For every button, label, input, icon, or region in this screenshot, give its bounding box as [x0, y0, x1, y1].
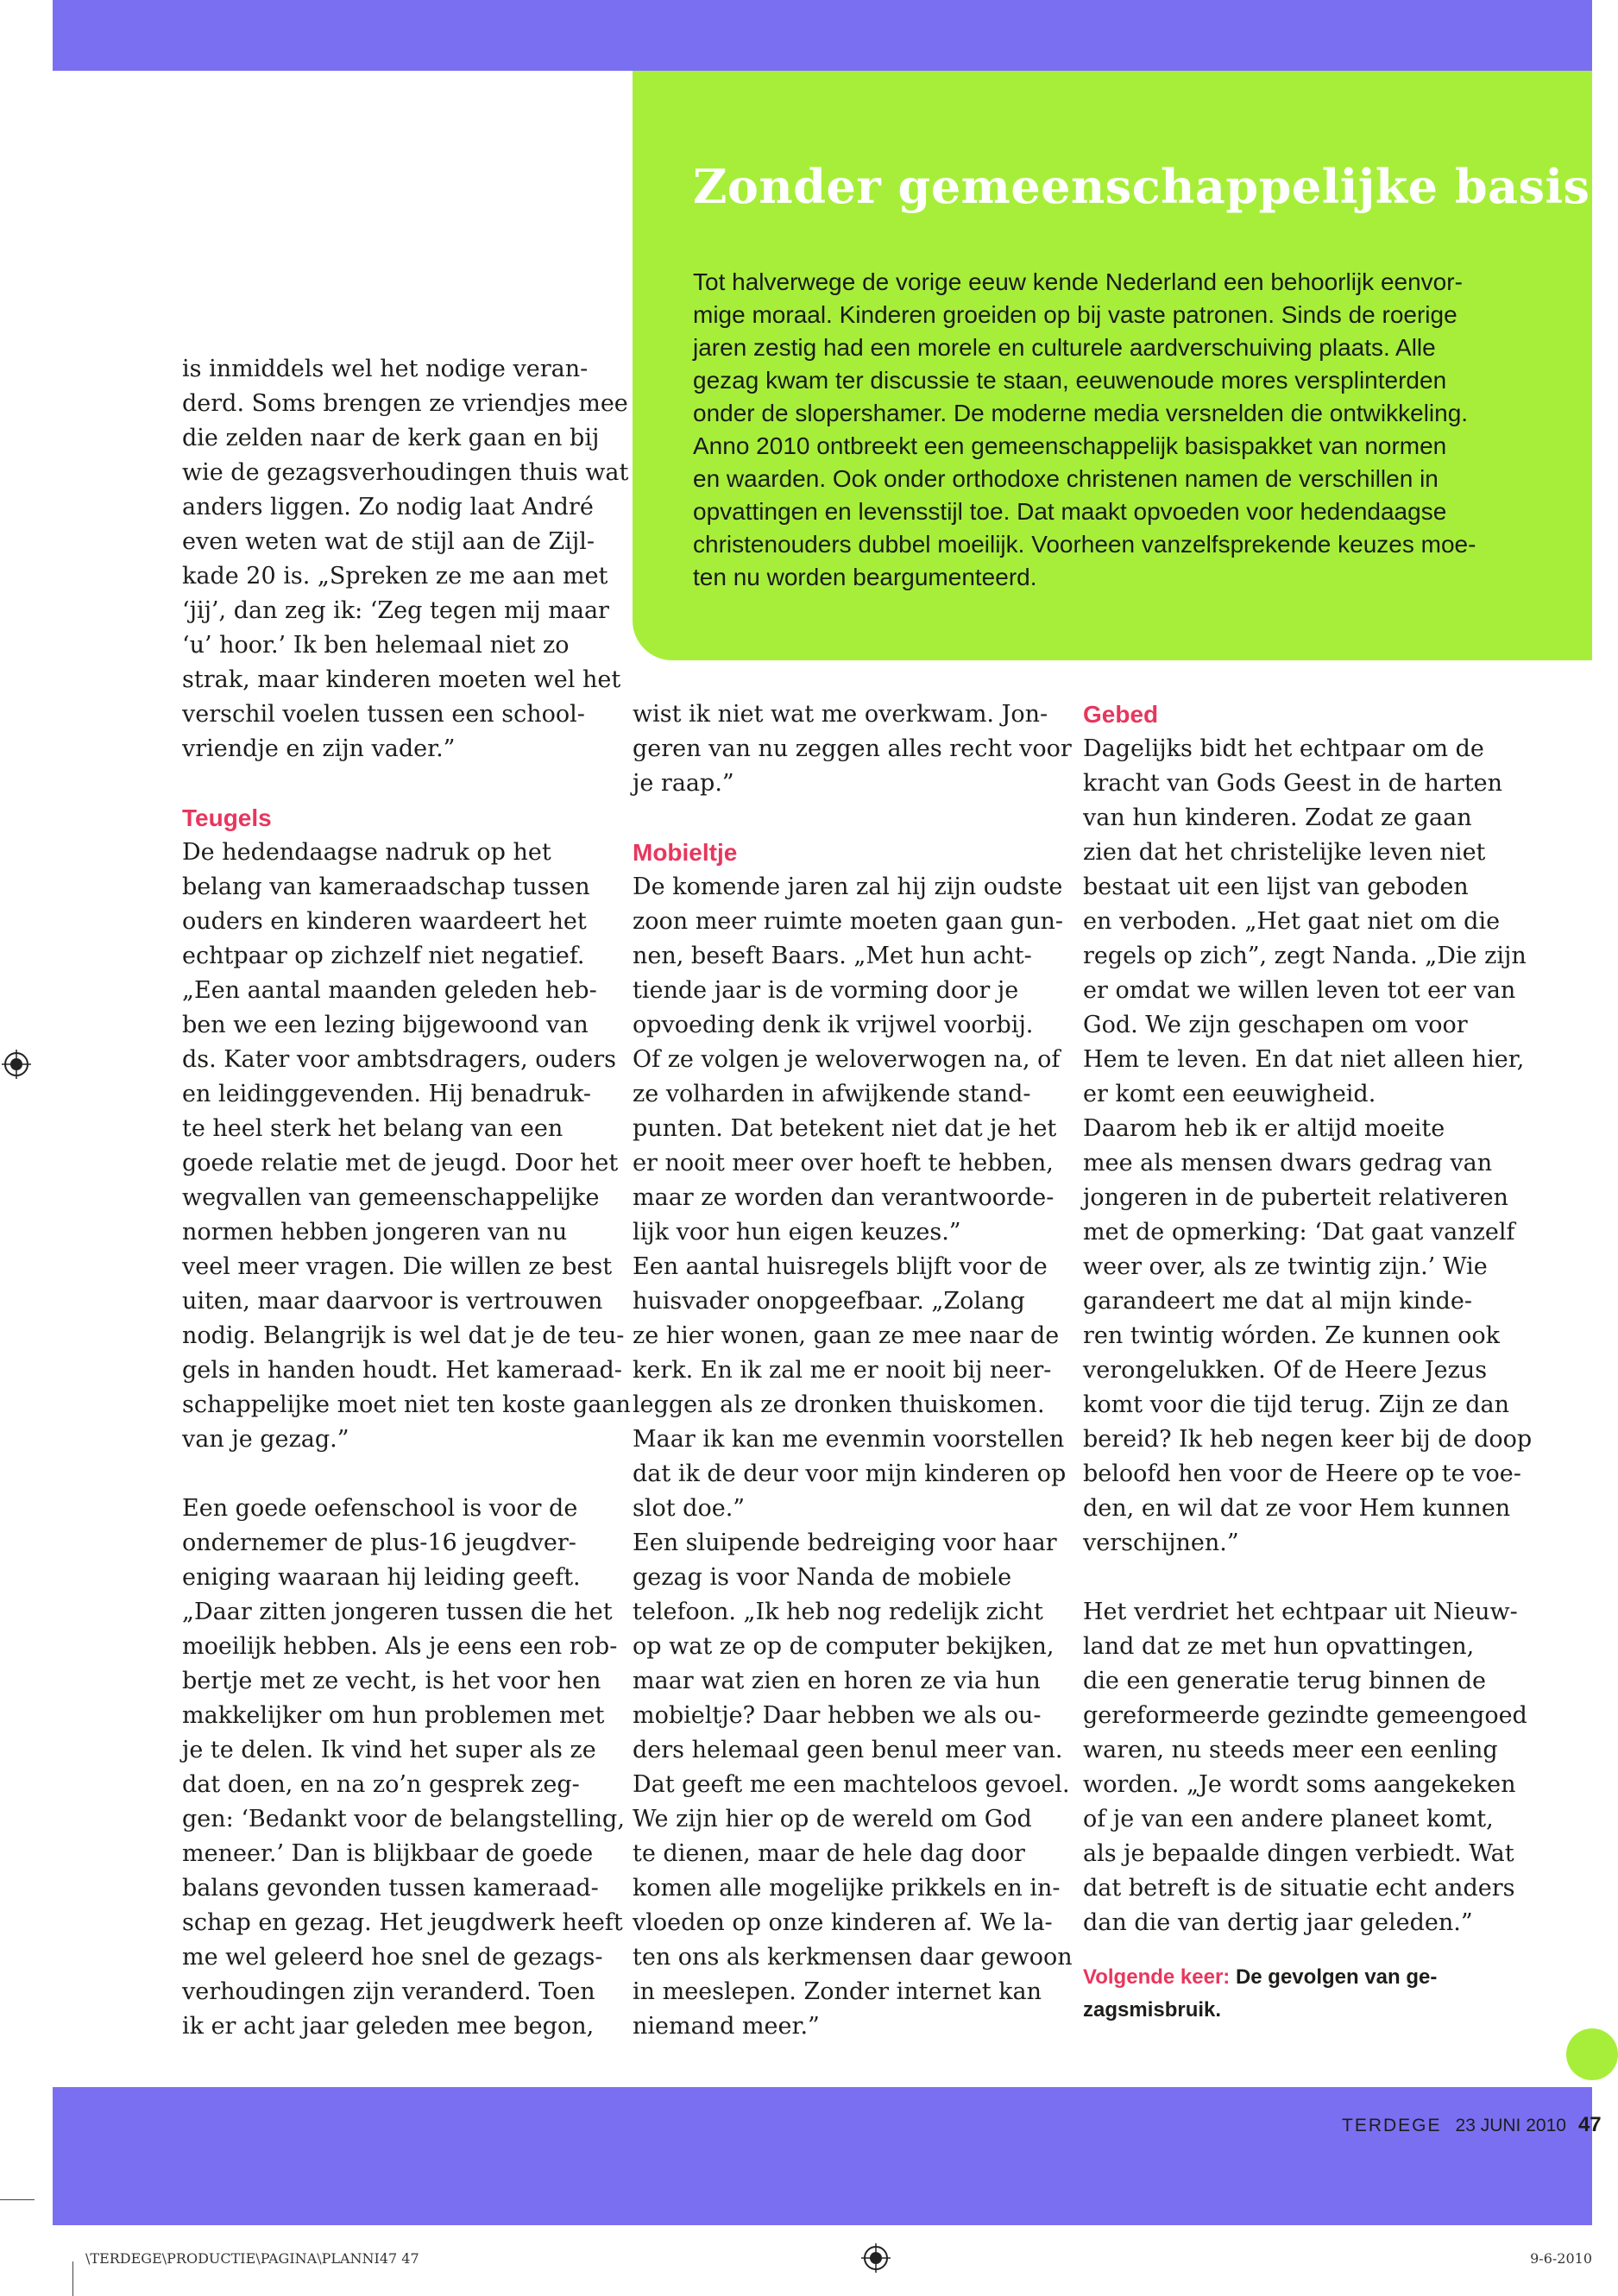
text-line: in meeslepen. Zonder internet kan: [633, 1978, 1042, 2005]
text-line: Een aantal huisregels blijft voor de: [633, 1253, 1048, 1280]
text-line: „Daar zitten jongeren tussen die het: [182, 1599, 613, 1625]
text-line: mobieltje? Daar hebben we als ou-: [633, 1702, 1042, 1729]
text-line: geren van nu zeggen alles recht voor: [633, 735, 1072, 762]
text-line: echtpaar op zichzelf niet negatief.: [182, 943, 585, 969]
text-line: kade 20 is. „Spreken ze me aan met: [182, 563, 608, 590]
text-line: ‘jij’, dan zeg ik: ‘Zeg tegen mij maar: [182, 597, 609, 624]
column-1-paragraph-3: [182, 1492, 625, 2044]
text-line: gen: ‘Bedankt voor de belangstelling,: [182, 1806, 625, 1832]
text-line: gereformeerde gezindte gemeengoed: [1083, 1702, 1527, 1729]
next-issue-teaser: [1083, 1961, 1532, 2027]
text-line: ondernemer de plus-16 jeugdver-: [182, 1530, 576, 1556]
text-line: maar ze worden dan verantwoorde-: [633, 1184, 1055, 1211]
text-line: land dat ze met hun opvattingen,: [1083, 1633, 1475, 1660]
article-column-1: [182, 352, 631, 2044]
text-line: jongeren in de puberteit relativeren: [1083, 1184, 1508, 1211]
footer-publication: TERDEGE: [1342, 2116, 1442, 2135]
text-line: te heel sterk het belang van een: [182, 1115, 563, 1142]
text-line: punten. Dat betekent niet dat je het: [633, 1115, 1057, 1142]
text-line: of je van een andere planeet komt,: [1083, 1806, 1494, 1832]
text-line: derd. Soms brengen ze vriendjes mee: [182, 390, 628, 417]
text-line: Dat geeft me een machteloos gevoel.: [633, 1771, 1070, 1798]
text-line: en verboden. „Het gaat niet om die: [1083, 908, 1501, 935]
inset-text-line: onder de slopershamer. De moderne media versnelden die ontwikkeling.: [693, 400, 1469, 426]
text-line: dat doen, en na zo’n gesprek zeg-: [182, 1771, 580, 1798]
text-line: We zijn hier op de wereld om God: [633, 1806, 1032, 1832]
column-2-paragraph-1: [633, 697, 1072, 801]
text-line: den, en wil dat ze voor Hem kunnen: [1083, 1495, 1511, 1522]
text-line: belang van kameraadschap tussen: [182, 874, 590, 900]
section-heading-gebed: Gebed: [1083, 701, 1159, 728]
column-3-paragraph-2: [1083, 1595, 1532, 1940]
text-line: er omdat we willen leven tot eer van: [1083, 977, 1516, 1004]
text-line: nen, beseft Baars. „Met hun acht-: [633, 943, 1032, 969]
text-line: verongelukken. Of de Heere Jezus: [1083, 1357, 1488, 1384]
text-line: die zelden naar de kerk gaan en bij: [182, 425, 600, 451]
inset-text-line: opvattingen en levensstijl toe. Dat maakt opvoeden voor hedendaagse: [693, 498, 1447, 525]
text-line: gels in handen houdt. Het kameraad-: [182, 1357, 622, 1384]
paragraph-gap: [633, 801, 1064, 836]
column-1-paragraph-2: [182, 836, 631, 1457]
teaser-text-line-1: De gevolgen van ge-: [1235, 1965, 1438, 1989]
teaser-text-line-2: zagsmisbruik.: [1083, 1998, 1222, 2022]
column-3-paragraph-1: [1083, 732, 1532, 1561]
text-line: van je gezag.”: [182, 1426, 349, 1453]
top-color-band: [53, 0, 1592, 71]
text-line: Hem te leven. En dat niet alleen hier,: [1083, 1046, 1525, 1073]
text-line: bestaat uit een lijst van geboden: [1083, 874, 1469, 900]
text-line: Een sluipende bedreiging voor haar: [633, 1530, 1057, 1556]
text-line: van hun kinderen. Zodat ze gaan: [1083, 804, 1472, 831]
text-line: even weten wat de stijl aan de Zijl-: [182, 528, 595, 555]
text-line: ten ons als kerkmensen daar gewoon: [633, 1944, 1073, 1971]
text-line: garandeert me dat al mijn kinde-: [1083, 1288, 1472, 1315]
text-line: gezag is voor Nanda de mobiele: [633, 1564, 1012, 1591]
text-line: anders liggen. Zo nodig laat André: [182, 494, 594, 520]
text-line: leggen als ze dronken thuiskomen.: [633, 1391, 1045, 1418]
text-line: ben we een lezing bijgewoond van: [182, 1012, 589, 1038]
text-line: en leidinggevenden. Hij benadruk-: [182, 1081, 591, 1107]
text-line: worden. „Je wordt soms aangekeken: [1083, 1771, 1516, 1798]
text-line: balans gevonden tussen kameraad-: [182, 1875, 599, 1902]
text-line: schap en gezag. Het jeugdwerk heeft: [182, 1909, 623, 1936]
text-line: Daarom heb ik er altijd moeite: [1083, 1115, 1445, 1142]
text-line: je raap.”: [633, 770, 734, 797]
crop-mark: [0, 2199, 35, 2200]
inset-corner-accent: [1566, 2028, 1618, 2080]
text-line: dat betreft is de situatie echt anders: [1083, 1875, 1515, 1902]
text-line: ik er acht jaar geleden mee begon,: [182, 2013, 595, 2040]
inset-text-line: ten nu worden beargumenteerd.: [693, 564, 1037, 590]
text-line: niemand meer.”: [633, 2013, 820, 2040]
text-line: zoon meer ruimte moeten gaan gun-: [633, 908, 1063, 935]
text-line: nodig. Belangrijk is wel dat je de teu-: [182, 1322, 625, 1349]
text-line: dan die van dertig jaar geleden.”: [1083, 1909, 1473, 1936]
text-line: te dienen, maar de hele dag door: [633, 1840, 1025, 1867]
text-line: komt voor die tijd terug. Zijn ze dan: [1083, 1391, 1509, 1418]
text-line: verschil voelen tussen een school-: [182, 701, 585, 728]
text-line: dat ik de deur voor mijn kinderen op: [633, 1460, 1067, 1487]
page-footer: [1342, 2113, 1602, 2137]
text-line: Het verdriet het echtpaar uit Nieuw-: [1083, 1599, 1518, 1625]
text-line: uiten, maar daarvoor is vertrouwen: [182, 1288, 603, 1315]
text-line: ouders en kinderen waardeert het: [182, 908, 587, 935]
text-line: wist ik niet wat me overkwam. Jon-: [633, 701, 1048, 728]
text-line: God. We zijn geschapen om voor: [1083, 1012, 1468, 1038]
text-line: verschijnen.”: [1083, 1530, 1239, 1556]
text-line: waren, nu steeds meer een eenling: [1083, 1737, 1498, 1763]
text-line: opvoeding denk ik vrijwel voorbij.: [633, 1012, 1034, 1038]
text-line: ren twintig wórden. Ze kunnen ook: [1083, 1322, 1500, 1349]
text-line: goede relatie met de jeugd. Door het: [182, 1150, 619, 1176]
print-slug-path: \TERDEGE\PRODUCTIE\PAGINA\PLANNI47 47: [85, 2250, 419, 2267]
inset-text-line: christenouders dubbel moeilijk. Voorheen vanzelfsprekende keuzes moe-: [693, 531, 1476, 558]
text-line: regels op zich”, zegt Nanda. „Die zijn: [1083, 943, 1527, 969]
text-line: meneer.’ Dan is blijkbaar de goede: [182, 1840, 594, 1867]
paragraph-gap: [182, 766, 614, 801]
intro-inset-box: [633, 71, 1592, 660]
text-line: strak, maar kinderen moeten wel het: [182, 666, 621, 693]
text-line: Maar ik kan me evenmin voorstellen: [633, 1426, 1065, 1453]
text-line: normen hebben jongeren van nu: [182, 1219, 568, 1246]
column-2-paragraph-2: [633, 870, 1073, 2044]
text-line: weer over, als ze twintig zijn.’ Wie: [1083, 1253, 1488, 1280]
inset-text-line: gezag kwam ter discussie te staan, eeuwenoude mores versplinterden: [693, 367, 1447, 394]
text-line: „Een aantal maanden geleden heb-: [182, 977, 597, 1004]
article-column-2: [633, 697, 1073, 2044]
text-line: Dagelijks bidt het echtpaar om de: [1083, 735, 1484, 762]
text-line: kracht van Gods Geest in de harten: [1083, 770, 1503, 797]
text-line: ze hier wonen, gaan ze mee naar de: [633, 1322, 1060, 1349]
text-line: wie de gezagsverhoudingen thuis wat: [182, 459, 629, 486]
text-line: er komt een eeuwigheid.: [1083, 1081, 1376, 1107]
text-line: bertje met ze vecht, is het voor hen: [182, 1668, 601, 1694]
inset-text-line: jaren zestig had een morele en culturele aardverschuiving plaats. Alle: [693, 334, 1436, 361]
section-heading-mobieltje: Mobieltje: [633, 839, 738, 866]
text-line: schappelijke moet niet ten koste gaan: [182, 1391, 631, 1418]
text-line: zien dat het christelijke leven niet: [1083, 839, 1486, 866]
text-line: Een goede oefenschool is voor de: [182, 1495, 578, 1522]
text-line: is inmiddels wel het nodige veran-: [182, 356, 589, 382]
text-line: vloeden op onze kinderen af. We la-: [633, 1909, 1053, 1936]
registration-mark-icon: [2, 1050, 31, 1079]
inset-text-line: Anno 2010 ontbreekt een gemeenschappelijk basispakket van normen: [693, 432, 1447, 459]
text-line: beloofd hen voor de Heere op te voe-: [1083, 1460, 1521, 1487]
registration-mark-icon: [861, 2243, 891, 2273]
text-line: je te delen. Ik vind het super als ze: [182, 1737, 596, 1763]
text-line: met de opmerking: ‘Dat gaat vanzelf: [1083, 1219, 1515, 1246]
footer-date: 23 JUNI 2010: [1455, 2116, 1566, 2135]
text-line: ‘u’ hoor.’ Ik ben helemaal niet zo: [182, 632, 570, 659]
text-line: Of ze volgen je weloverwogen na, of: [633, 1046, 1061, 1073]
text-line: eniging waaraan hij leiding geeft.: [182, 1564, 581, 1591]
text-line: komen alle mogelijke prikkels en in-: [633, 1875, 1061, 1902]
text-line: maar wat zien en horen ze via hun: [633, 1668, 1041, 1694]
paragraph-gap: [182, 1457, 614, 1492]
text-line: bereid? Ik heb negen keer bij de doop: [1083, 1426, 1533, 1453]
text-line: tiende jaar is de vorming door je: [633, 977, 1019, 1004]
crop-mark: [72, 2261, 73, 2296]
text-line: telefoon. „Ik heb nog redelijk zicht: [633, 1599, 1043, 1625]
text-line: wegvallen van gemeenschappelijke: [182, 1184, 600, 1211]
print-slug-date: 9-6-2010: [1530, 2250, 1592, 2267]
inset-body: [693, 266, 1556, 594]
text-line: slot doe.”: [633, 1495, 746, 1522]
text-line: vriendje en zijn vader.”: [182, 735, 456, 762]
text-line: ze volharden in afwijkende stand-: [633, 1081, 1031, 1107]
inset-text-line: mige moraal. Kinderen groeiden op bij vaste patronen. Sinds de roerige: [693, 301, 1457, 328]
section-heading-teugels: Teugels: [182, 804, 272, 831]
teaser-label: Volgende keer:: [1083, 1965, 1231, 1989]
text-line: lijk voor hun eigen keuzes.”: [633, 1219, 961, 1246]
text-line: ds. Kater voor ambtsdragers, ouders: [182, 1046, 616, 1073]
column-1-paragraph-1: [182, 352, 629, 766]
text-line: huisvader onopgeefbaar. „Zolang: [633, 1288, 1025, 1315]
inset-text-line: en waarden. Ook onder orthodoxe christenen namen de verschillen in: [693, 465, 1439, 492]
paragraph-gap: [1083, 1940, 1532, 1961]
text-line: ders helemaal geen benul meer van.: [633, 1737, 1063, 1763]
text-line: mee als mensen dwars gedrag van: [1083, 1150, 1493, 1176]
text-line: die een generatie terug binnen de: [1083, 1668, 1486, 1694]
page-number: 47: [1577, 2113, 1602, 2136]
article-column-3: [1083, 697, 1532, 2027]
text-line: me wel geleerd hoe snel de gezags-: [182, 1944, 603, 1971]
text-line: De hedendaagse nadruk op het: [182, 839, 551, 866]
text-line: op wat ze op de computer bekijken,: [633, 1633, 1055, 1660]
inset-text-line: Tot halverwege de vorige eeuw kende Nederland een behoorlijk eenvor-: [693, 268, 1463, 295]
inset-title: Zonder gemeenschappelijke basis: [693, 159, 1590, 214]
text-line: er nooit meer over hoeft te hebben,: [633, 1150, 1054, 1176]
text-line: De komende jaren zal hij zijn oudste: [633, 874, 1063, 900]
text-line: moeilijk hebben. Als je eens een rob-: [182, 1633, 618, 1660]
text-line: verhoudingen zijn veranderd. Toen: [182, 1978, 595, 2005]
text-line: als je bepaalde dingen verbiedt. Wat: [1083, 1840, 1514, 1867]
text-line: veel meer vragen. Die willen ze best: [182, 1253, 613, 1280]
bottom-color-band: [53, 2087, 1592, 2225]
text-line: makkelijker om hun problemen met: [182, 1702, 605, 1729]
text-line: kerk. En ik zal me er nooit bij neer-: [633, 1357, 1052, 1384]
paragraph-gap: [1083, 1561, 1532, 1595]
